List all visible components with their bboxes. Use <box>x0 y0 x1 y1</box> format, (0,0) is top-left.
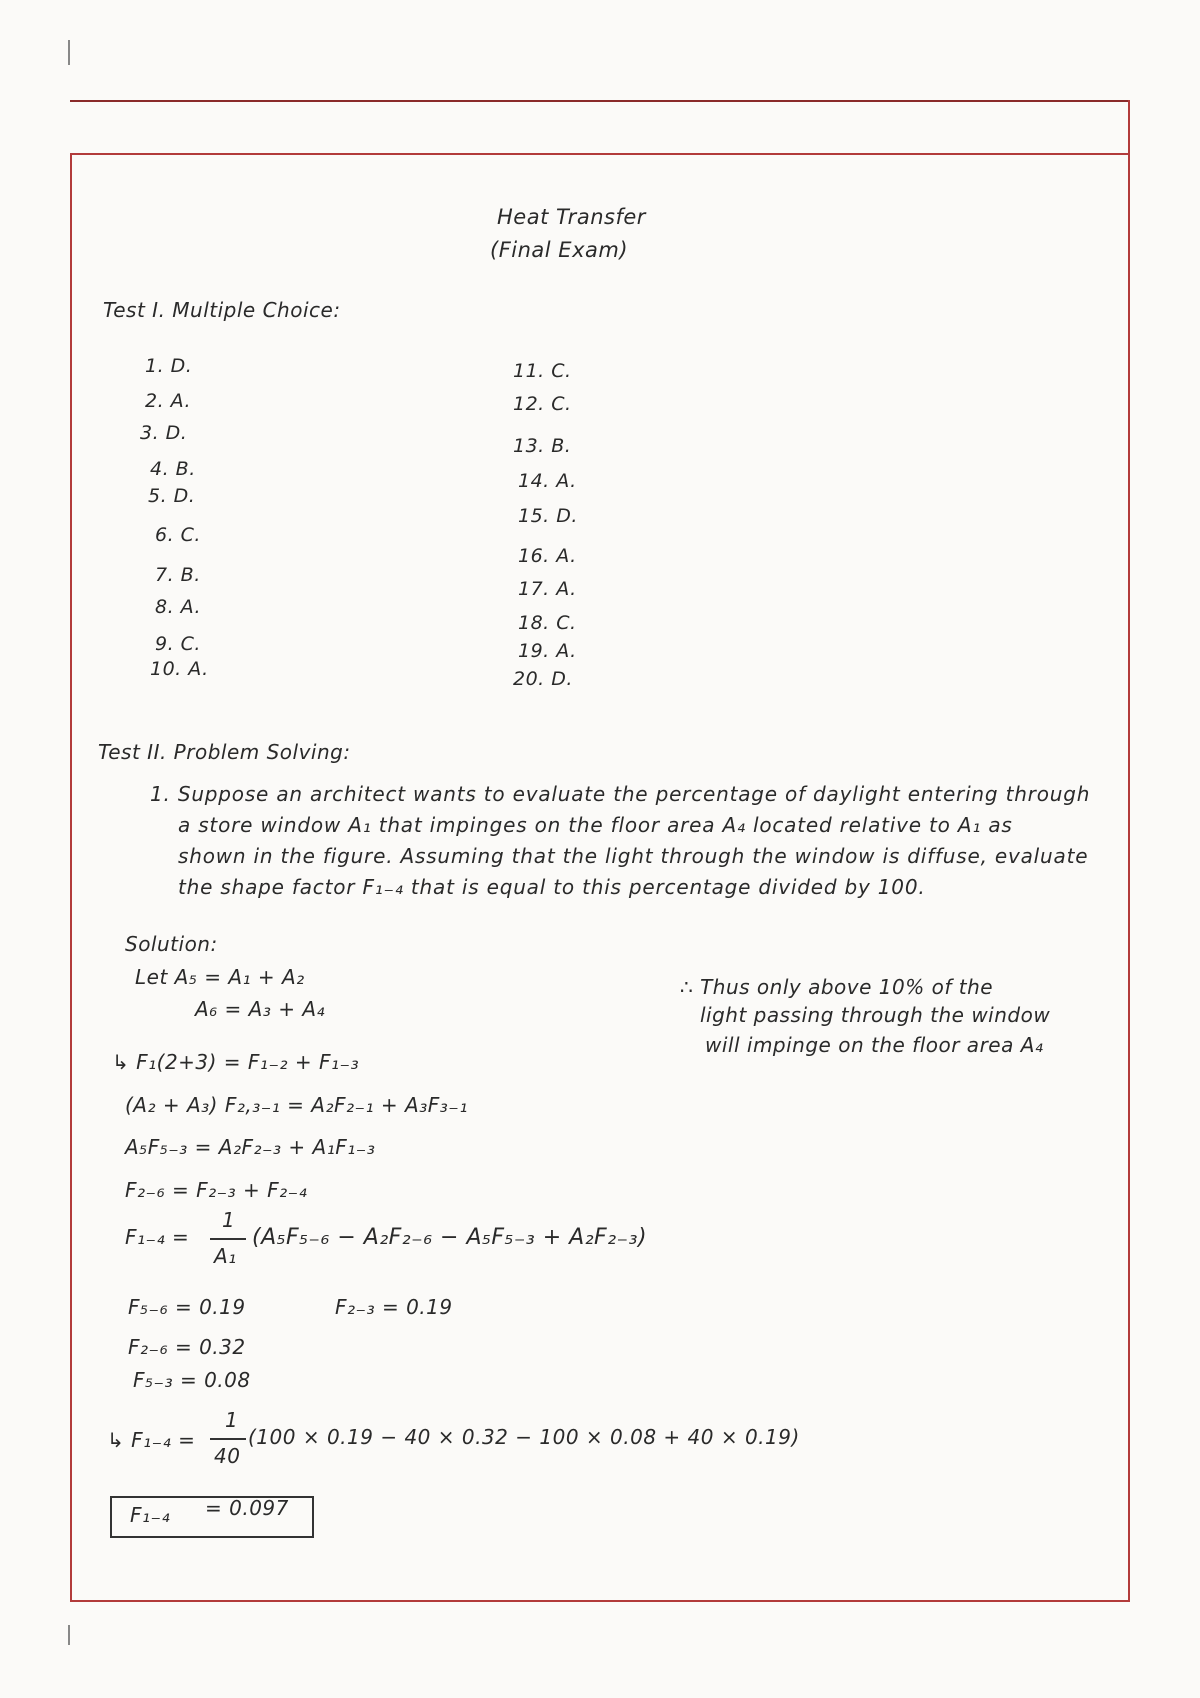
f14-rhs: (A₅F₅₋₆ − A₂F₂₋₆ − A₅F₅₋₃ + A₂F₂₋₃) <box>252 1225 648 1250</box>
answer-4: 4. B. <box>150 458 196 480</box>
title-line-1: Heat Transfer <box>497 205 646 229</box>
calc-lhs: ↳ F₁₋₄ = <box>107 1428 196 1452</box>
calc-fraction-bar <box>210 1438 246 1440</box>
answer-12: 12. C. <box>513 393 572 415</box>
value-f56: F₅₋₆ = 0.19 <box>128 1295 246 1319</box>
answer-15: 15. D. <box>518 505 578 527</box>
calc-rhs: (100 × 0.19 − 40 × 0.32 − 100 × 0.08 + 40 × 0.19) <box>248 1425 800 1449</box>
answer-3: 3. D. <box>140 422 188 444</box>
equation-2: (A₂ + A₃) F₂,₃₋₁ = A₂F₂₋₁ + A₃F₃₋₁ <box>125 1093 468 1117</box>
left-margin-line <box>70 153 72 1600</box>
test2-heading: Test II. Problem Solving: <box>98 740 351 764</box>
note-line-2: light passing through the window <box>700 1003 1051 1027</box>
answer-16: 16. A. <box>518 545 577 567</box>
equation-3: A₅F₅₋₃ = A₂F₂₋₃ + A₁F₁₋₃ <box>125 1135 376 1159</box>
equation-1: ↳ F₁(2+3) = F₁₋₂ + F₁₋₃ <box>112 1050 360 1074</box>
answer-14: 14. A. <box>518 470 577 492</box>
answer-2: 2. A. <box>145 390 192 412</box>
value-f26: F₂₋₆ = 0.32 <box>128 1335 246 1359</box>
equation-4: F₂₋₆ = F₂₋₃ + F₂₋₄ <box>125 1178 308 1202</box>
answer-18: 18. C. <box>518 612 577 634</box>
problem-line-3: shown in the figure. Assuming that the light through the window is diffuse, evaluate <box>178 844 1089 868</box>
left-bottom-mark <box>68 1625 70 1645</box>
solution-label: Solution: <box>125 932 218 956</box>
answer-6: 6. C. <box>155 524 201 546</box>
title-line-2: (Final Exam) <box>490 238 629 262</box>
answer-5: 5. D. <box>148 485 196 507</box>
answer-13: 13. B. <box>513 435 572 457</box>
answer-9: 9. C. <box>155 633 201 655</box>
right-margin-line <box>1128 100 1130 1600</box>
test1-heading: Test I. Multiple Choice: <box>103 298 341 322</box>
calc-numerator: 1 <box>225 1408 239 1432</box>
answer-10: 10. A. <box>150 658 209 680</box>
answer-17: 17. A. <box>518 578 577 600</box>
final-answer-rhs: = 0.097 <box>205 1496 289 1520</box>
f14-fraction-bar <box>210 1238 246 1240</box>
let-line-2: A₆ = A₃ + A₄ <box>195 997 326 1021</box>
f14-denominator: A₁ <box>214 1244 237 1268</box>
bottom-margin-line <box>70 1600 1130 1602</box>
problem-line-1: 1. Suppose an architect wants to evaluate the percentage of daylight entering through <box>150 782 1091 806</box>
answer-11: 11. C. <box>513 360 572 382</box>
answer-19: 19. A. <box>518 640 577 662</box>
f14-numerator: 1 <box>222 1208 236 1232</box>
value-f23: F₂₋₃ = 0.19 <box>335 1295 453 1319</box>
answer-1: 1. D. <box>145 355 193 377</box>
note-line-3: will impinge on the floor area A₄ <box>705 1033 1044 1057</box>
let-line-1: Let A₅ = A₁ + A₂ <box>135 965 305 989</box>
final-answer-lhs: F₁₋₄ <box>130 1503 171 1527</box>
problem-line-2: a store window A₁ that impinges on the floor area A₄ located relative to A₁ as <box>178 813 1013 837</box>
inner-top-line <box>70 153 1130 155</box>
answer-7: 7. B. <box>155 564 201 586</box>
calc-denominator: 40 <box>214 1444 241 1468</box>
value-f53: F₅₋₃ = 0.08 <box>133 1368 251 1392</box>
left-punch-mark <box>68 40 70 65</box>
answer-20: 20. D. <box>513 668 573 690</box>
top-margin-line <box>70 100 1130 102</box>
note-line-1: ∴ Thus only above 10% of the <box>680 975 994 999</box>
answer-8: 8. A. <box>155 596 202 618</box>
problem-line-4: the shape factor F₁₋₄ that is equal to this percentage divided by 100. <box>178 875 926 899</box>
f14-lhs: F₁₋₄ = <box>125 1225 190 1249</box>
